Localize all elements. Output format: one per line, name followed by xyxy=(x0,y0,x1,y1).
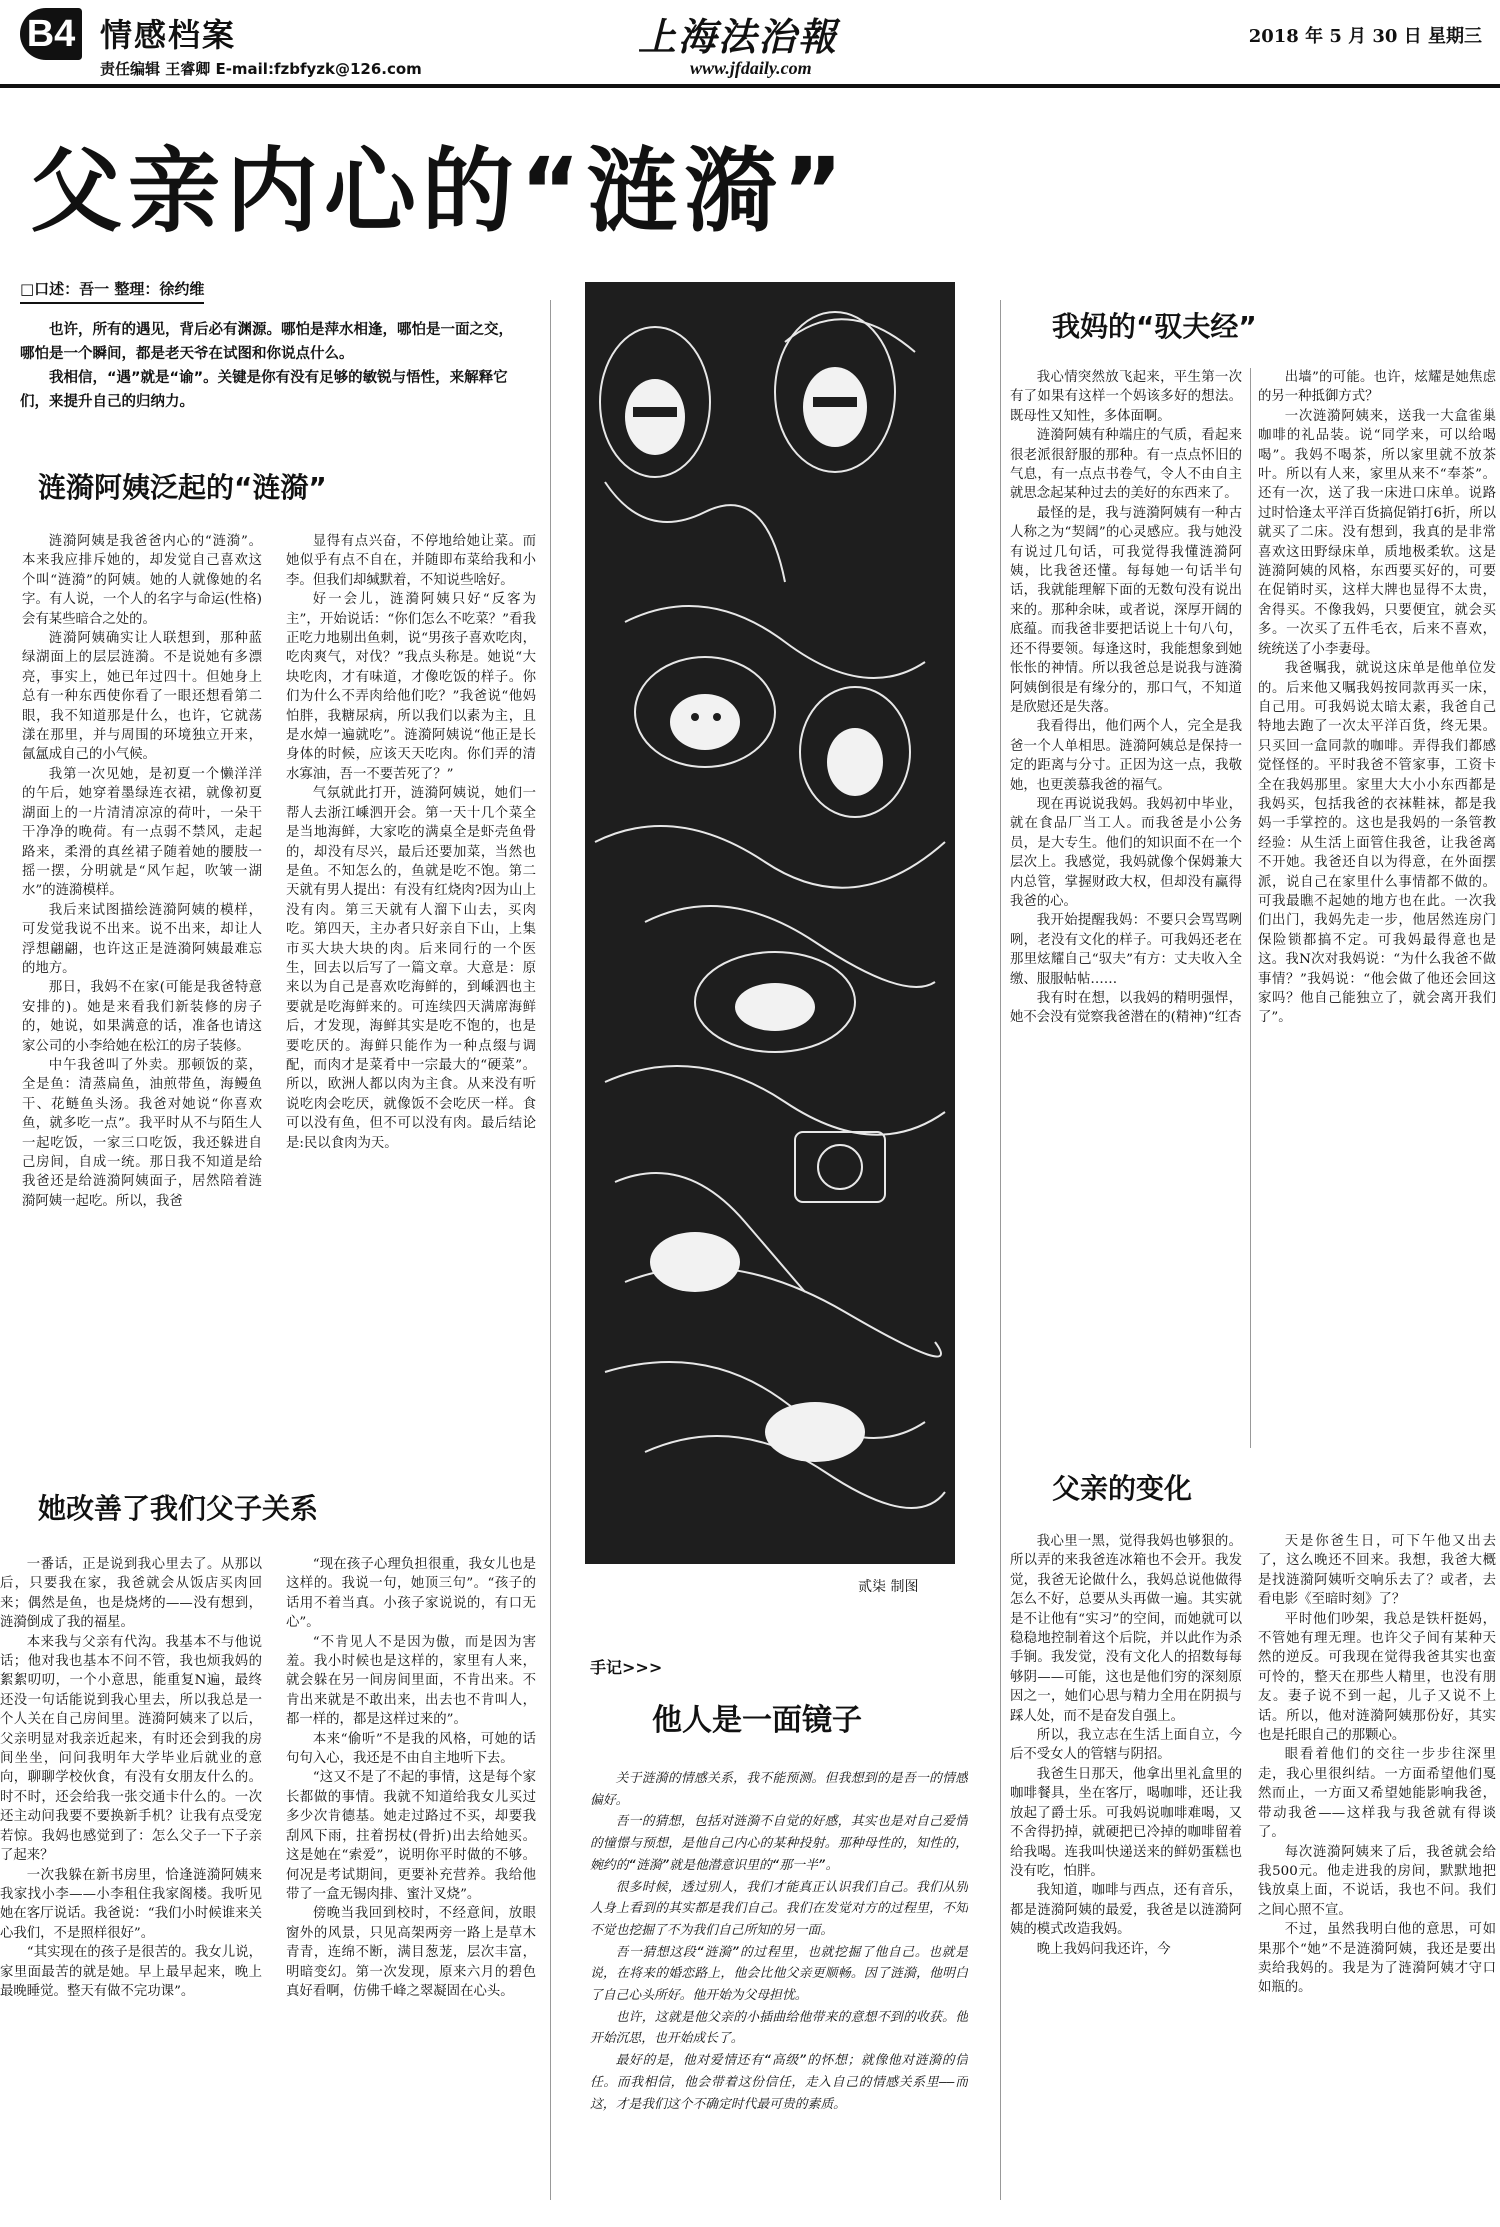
right-section-1-column-2 xyxy=(1258,368,1496,1448)
paragraph: 我爸生日那天，他拿出里礼盒里的咖啡餐具，坐在客厅，喝咖啡，还让我放起了爵士乐。可我妈说咖啡难喝，又不舍得扔掉，就硬把已冷掉的咖啡留着给我喝。连我叫快递送来的鲜奶蛋糕也没有吃，怕胖。 xyxy=(1010,1766,1242,1879)
page-number: B4 xyxy=(20,8,82,60)
section-heading: 涟漪阿姨泛起的“涟漪” xyxy=(38,471,327,504)
right-section-2-column-1 xyxy=(1010,1532,1242,2222)
editor-line: 责任编辑 王睿卿 E-mail:fzbfyzk@126.com xyxy=(100,60,422,78)
illustration-credit: 贰柒 制图 xyxy=(858,1579,919,1595)
article-intro xyxy=(20,318,525,414)
section-2-column-2 xyxy=(286,1555,536,2220)
paragraph: “这又不是了不起的事情，这是每个家长都做的事情。我就不知道给我女儿买过多少次肯德基。她走过路过不买，却要我刮风下雨，拄着拐杖(骨折)出去给她买。这是她在“索爱”，说明你平时做的不够。何况是考试期间，更要补充营养。我给他带了一盒无锡肉排、蜜汁叉烧”。 xyxy=(286,1770,536,1902)
column-divider xyxy=(1000,300,1001,2200)
paragraph: 显得有点兴奋，不停地给她让菜。而她似乎有点不自在，并随即布菜给我和小李。但我们却缄默着，不知说些啥好。 xyxy=(286,534,536,588)
paragraph: 我有时在想，以我妈的精明强悍，她不会没有觉察我爸潜在的(精神)“红杏 xyxy=(1010,991,1242,1026)
section-1-column-1 xyxy=(22,532,262,1532)
paragraph: 现在再说说我妈。我妈初中毕业，就在食品厂当工人。而我爸是小公务员，是大专生。他们的知识面不在一个层次上。我感觉，我妈就像个保姆兼大内总管，掌握财政大权，但却没有赢得我爸的心。 xyxy=(1010,796,1242,909)
newspaper-logo: 上海法治報 xyxy=(638,14,839,59)
article-byline: □口述：吾一 整理：徐约维 xyxy=(20,278,204,304)
paragraph: 眼看着他们的交往一步步往深里走，我心里很纠结。一方面希望他们戛然而止，一方面又希望她能影响我爸，带动我爸——这样我与我爸就有得谈了。 xyxy=(1258,1747,1496,1841)
paragraph: 好一会儿，涟漪阿姨只好“反客为主”，开始说话：“你们怎么不吃菜？”看我正吃力地剔出鱼刺，说“男孩子喜欢吃肉，吃肉爽气，对伐？”我点头称是。她说“大块吃肉，才有味道，才像吃饭的样子。你们为什么不弄肉给他们吃？”我爸说“他妈怕胖，我糖尿病，所以我们以素为主，且是水焯一遍就吃”。涟漪阿姨说“他正是长身体的时候，应该天天吃肉。你们弄的清水寡油，吾一不要苦死了？” xyxy=(286,592,536,782)
paragraph: 我爸嘱我，就说这床单是他单位发的。后来他又嘱我妈按同款再买一床，自己用。可我妈说太暗太素，我爸自己特地去跑了一次太平洋百货，终无果。只买回一盒同款的咖啡。弄得我们都感觉怪怪的。平时我爸不管家事，工资卡全在我妈那里。家里大大小小东西都是我妈买，包括我爸的衣袜鞋袜，都是我妈一手掌控的。这也是我妈的一条管教经验：从生活上面管住我爸，让我爸离不开她。我爸还自以为得意，在外面摆派，说自己在家里什么事情都不做的。可我最瞧不起她的地方也在此。一次我们出门，我妈先走一步，他居然连房门保险锁都搞不定。可我妈最得意也是这。我N次对我妈说：“为什么我爸不做事情？”我妈说：“他会做了他还会回这家吗？他自己能独立了，就会离开我们了”。 xyxy=(1258,661,1496,1026)
paragraph: 所以，我立志在生活上面自立，今后不受女人的管辖与阴招。 xyxy=(1010,1728,1242,1763)
paragraph: 傍晚当我回到校时，不经意间，放眼窗外的风景，只见高架两旁一路上是草木青青，连绵不断，满目葱茏，层次丰富，明暗变幻。第一次发现，原来六月的碧色真好看啊，仿佛千峰之翠凝固在心头。 xyxy=(286,1906,536,1999)
article-headline: 父亲内心的“涟漪” xyxy=(30,138,849,245)
paragraph: 本来“偷听”不是我的风格，可她的话句句入心，我还是不由自主地听下去。 xyxy=(286,1731,536,1767)
paragraph: “其实现在的孩子是很苦的。我女儿说，家里面最苦的就是她。早上最早起来，晚上最晚睡觉。整天有做不完功课”。 xyxy=(0,1945,262,1999)
note-paragraph: 关于涟漪的情感关系，我不能预测。但我想到的是吾一的情感偏好。 xyxy=(590,1771,968,1808)
paragraph: 涟漪阿姨有种端庄的气质，看起来很老派很舒服的那种。有一点点怀旧的气息，有一点点书卷气，令人不由自主就思念起某种过去的美好的东西来了。 xyxy=(1010,428,1242,502)
paragraph: 一番话，正是说到我心里去了。从那以后，只要我在家，我爸就会从饭店买肉回来；偶然是鱼，也是烧烤的——没有想到，涟漪倒成了我的福星。 xyxy=(0,1557,262,1631)
paragraph: 天是你爸生日，可下午他又出去了，这么晚还不回来。我想，我爸大概是找涟漪阿姨听交响乐去了？或者，去看电影《至暗时刻》了？ xyxy=(1258,1534,1496,1608)
note-title: 他人是一面镜子 xyxy=(652,1703,862,1738)
section-2-column-1 xyxy=(0,1555,262,2220)
issue-date: 2018 年 5 月 30 日 星期三 xyxy=(1248,26,1482,47)
paragraph: 最怪的是，我与涟漪阿姨有一种古人称之为“契阔”的心灵感应。我与她没有说过几句话，可我觉得我懂涟漪阿姨，比我爸还懂。每每她一句话半句话，我就能理解下面的无数句没有说出来的。那种余味，或者说，深厚开阔的底蕴。而我爸非要把话说上十句八句，还不得要领。每逢这时，我能想象到她怅怅的神情。所以我爸总是说我与涟漪阿姨倒很是有缘分的，那口气，不知道是欣慰还是失落。 xyxy=(1010,505,1242,715)
right-section-2-column-2 xyxy=(1258,1532,1496,2222)
note-tag: 手记>>> xyxy=(590,1658,663,1677)
paragraph: 中午我爸叫了外卖。那顿饭的菜，全是鱼：清蒸扁鱼，油煎带鱼，海鳗鱼干、花鲢鱼头汤。我爸对她说“你喜欢鱼，就多吃一点”。我平时从不与陌生人一起吃饭，一家三口吃饭，我还躲进自己房间，自成一统。那日我不知道是给我爸还是给涟漪阿姨面子，居然陪着涟漪阿姨一起吃。所以，我爸 xyxy=(22,1057,262,1209)
paragraph: 不过，虽然我明白他的意思，可如果那个“她”不是涟漪阿姨，我还是要出卖给我妈的。我是为了涟漪阿姨才守口如瓶的。 xyxy=(1258,1922,1496,1996)
paragraph: 我心情突然放飞起来，平生第一次有了如果有这样一个妈该多好的想法。既母性又知性，多体面啊。 xyxy=(1010,370,1242,424)
section-heading: 父亲的变化 xyxy=(1052,1472,1193,1505)
right-section-1-column-1 xyxy=(1010,368,1242,1448)
paragraph: 本来我与父亲有代沟。我基本不与他说话；他对我也基本不问不管，我也烦我妈的絮絮叨叨，一个小意思，能重复N遍，最终还没一句话能说到我心里去，所以我总是一个人关在自己房间里。涟漪阿姨来了以后，父亲明显对我亲近起来，有时还会到我的房间坐坐，问问我明年大学毕业后就业的意向，聊聊学校伙食，有没有女朋友什么的。时不时，还会给我一张交通卡什么的。一次还主动问我要不要换新手机？让我有点受宠若惊。我妈也感觉到了：怎么父子一下子亲了起来？ xyxy=(0,1634,262,1864)
note-body xyxy=(590,1768,968,2223)
paragraph: 气氛就此打开，涟漪阿姨说，她们一帮人去浙江嵊泗开会。第一天十几个菜全是当地海鲜，大家吃的满桌全是虾壳鱼骨的，却没有尽兴，最后还要加菜，当然也是鱼。不知怎么的，鱼就是吃不饱。第二天就有男人提出：有没有红烧肉?因为山上没有肉。第三天就有人溜下山去，买肉吃。第四天，主办者只好亲自下山，上集市买大块大块的肉。后来同行的一个医生，回去以后写了一篇文章。大意是：原来以为自己是喜欢吃海鲜的，到嵊泗也主要就是吃海鲜来的。可连续四天满席海鲜后，才发现，海鲜其实是吃不饱的，也是要吃厌的。海鲜只能作为一种点缀与调配，而肉才是菜肴中一宗最大的“硬菜”。所以，欧洲人都以肉为主食。从来没有听说吃肉会吃厌，就像饭不会吃厌一样。食可以没有鱼，但不可以没有肉。最后结论是:民以食肉为天。 xyxy=(286,786,536,1151)
note-paragraph: 最好的是，他对爱情还有“高级”的怀想；就像他对涟漪的信任。而我相信，他会带着这份信任，走入自己的情感关系里——而这，才是我们这个不确定时代最可贵的素质。 xyxy=(590,2053,968,2112)
section-1-column-2 xyxy=(286,532,536,1532)
note-paragraph: 也许，这就是他父亲的小插曲给他带来的意想不到的收获。他开始沉思，也开始成长了。 xyxy=(590,2009,968,2047)
woodcut-figures-illustration xyxy=(585,282,955,1564)
paragraph: 一次涟漪阿姨来，送我一大盒雀巢咖啡的礼品装。说“同学来，可以给喝喝”。我妈不喝茶，所以家里就不放茶叶。所以有人来，家里从来不“奉茶”。还有一次，送了我一床进口床单。说路过时恰逢太平洋百货搞促销打6折，所以就买了二床。没有想到，我真的是非常喜欢这田野绿床单，质地极柔软。这是涟漪阿姨的风格，东西要买好的，可要在促销时买，这样大牌也显得不太贵，舍得买。不像我妈，只要便宜，就会买多。一次买了五件毛衣，后来不喜欢，统统送了小李妻母。 xyxy=(1258,408,1496,657)
illustration-art xyxy=(585,282,955,1564)
paragraph: 我心里一黑，觉得我妈也够狠的。所以弄的来我爸连冰箱也不会开。我发觉，我爸无论做什么，我妈总说他做得怎么不好，总要从头再做一遍。其实就是不让他有“实习”的空间，而她就可以稳稳地控制着这个后院，并以此作为杀手锏。我发觉，没有文化人的招数每每够阴——可能，这也是他们穷的深刻原因之一，她们心思与精力全用在阴损与踩人处，而不是奋发自强上。 xyxy=(1010,1534,1242,1724)
paragraph: 我看得出，他们两个人，完全是我爸一个人单相思。涟漪阿姨总是保持一定的距离与分寸。正因为这一点，我敬她，也更羡慕我爸的福气。 xyxy=(1010,719,1242,793)
paragraph: 我后来试图描绘涟漪阿姨的模样，可发觉我说不出来。说不出来，却让人浮想翩翩，也许这正是涟漪阿姨最难忘的地方。 xyxy=(22,902,262,976)
paragraph: 那日，我妈不在家(可能是我爸特意安排的)。她是来看我们新装修的房子的，她说，如果满意的话，准备也请这家公司的小李给她在松江的房子装修。 xyxy=(22,980,262,1054)
paragraph: 我第一次见她，是初夏一个懒洋洋的午后，她穿着墨绿连衣裙，就像初夏湖面上的一片清清凉凉的荷叶，一朵干干净净的晚荷。有一点弱不禁风，走起路来，柔滑的真丝裙子随着她的腰肢一摇一摆，分明就是“风乍起，吹皱一湖水”的涟漪模样。 xyxy=(22,766,262,899)
paragraph: 涟漪阿姨确实让人联想到，那种蓝绿湖面上的层层涟漪。不是说她有多漂亮，事实上，她已年过四十。但她身上总有一种东西使你看了一眼还想看第二眼，我不知道那是什么，也许，它就荡漾在那里，并与周围的环境独立开来，氤氲成自己的小气候。 xyxy=(22,631,262,763)
section-name: 情感档案 xyxy=(100,16,237,54)
section-heading: 她改善了我们父子关系 xyxy=(38,1492,319,1525)
note-paragraph: 吾一的猜想，包括对涟漪不自觉的好感，其实也是对自己爱情的憧憬与预想，是他自己内心的某种投射。那种母性的，知性的，婉约的“涟漪”就是他潜意识里的“那一半”。 xyxy=(590,1814,968,1873)
section-heading: 我妈的“驭夫经” xyxy=(1052,310,1257,343)
paragraph: 一次我躲在新书房里，恰逢涟漪阿姨来我家找小李——小李租住我家阁楼。我听见她在客厅说话。我爸说：“我们小时候谁来关心我们，不是照样很好”。 xyxy=(0,1867,262,1941)
paragraph: 平时他们吵架，我总是铁杆挺妈，不管她有理无理。也许父子间有某种天然的逆反。可我现在觉得我爸其实也蛮可怜的，整天在那些人精里，也没有朋友。妻子说不到一起，儿子又说不上话。所以，他对涟漪阿姨那份好，其实也是托眼自己的那颗心。 xyxy=(1258,1611,1496,1744)
paragraph: 出墙”的可能。也许，炫耀是她焦虑的另一种抵御方式？ xyxy=(1258,370,1496,405)
column-divider xyxy=(550,300,551,2200)
masthead xyxy=(0,0,1500,88)
paragraph: 我开始提醒我妈：不要只会骂骂咧咧，老没有文化的样子。可我妈还老在那里炫耀自己“驭夫”有方：丈夫收入全缴、服服帖帖…… xyxy=(1010,913,1242,987)
intro-paragraph: 我相信，“遇”就是“谕”。关键是你有没有足够的敏锐与悟性，来解释它们，来提升自己的归纳力。 xyxy=(20,370,508,410)
paragraph: 晚上我妈问我还许，今 xyxy=(1036,1941,1171,1957)
paragraph: 每次涟漪阿姨来了后，我爸就会给我500元。他走进我的房间，默默地把钱放桌上面，不说话，我也不问。我们之间心照不宣。 xyxy=(1258,1844,1496,1918)
paragraph: “现在孩子心理负担很重，我女儿也是这样的。我说一句，她顶三句”。“孩子的话用不着当真。小孩子家说说的，有口无心”。 xyxy=(286,1557,536,1631)
masthead-rule xyxy=(0,84,1500,88)
column-divider xyxy=(1250,368,1251,1448)
paragraph: 涟漪阿姨是我爸爸内心的“涟漪”。本来我应排斥她的，却发觉自己喜欢这个叫“涟漪”的阿姨。她的人就像她的名字。有人说，一个人的名字与命运(性格)会有某些暗合之处的。 xyxy=(22,534,262,627)
note-paragraph: 很多时候，透过别人，我们才能真正认识我们自己。我们从别人身上看到的其实都是我们自己。我们在发觉对方的过程里，不知不觉也挖掘了不为我们自己所知的另一面。 xyxy=(590,1879,968,1938)
paragraph: “不肯见人不是因为傲，而是因为害羞。我小时候也是这样的，家里有人来，就会躲在另一间房间里面，不肯出来。不肯出来就是不敢出来，出去也不肯叫人，都一样的，都是这样过来的”。 xyxy=(286,1634,536,1728)
newspaper-url: www.jfdaily.com xyxy=(690,58,812,78)
note-paragraph: 吾一猜想这段“涟漪”的过程里，也就挖掘了他自己。也就是说，在将来的婚恋路上，他会比他父亲更顺畅。因了涟漪，他明白了自己心头所好。他开始为父母担忧。 xyxy=(590,1944,968,2004)
paragraph: 我知道，咖啡与西点，还有音乐，都是涟漪阿姨的最爱，我爸是以涟漪阿姨的模式改造我妈。 xyxy=(1010,1883,1242,1938)
intro-paragraph: 也许，所有的遇见，背后必有渊源。哪怕是萍水相逢，哪怕是一面之交，哪怕是一个瞬间，都是老天爷在试图和你说点什么。 xyxy=(20,322,513,362)
